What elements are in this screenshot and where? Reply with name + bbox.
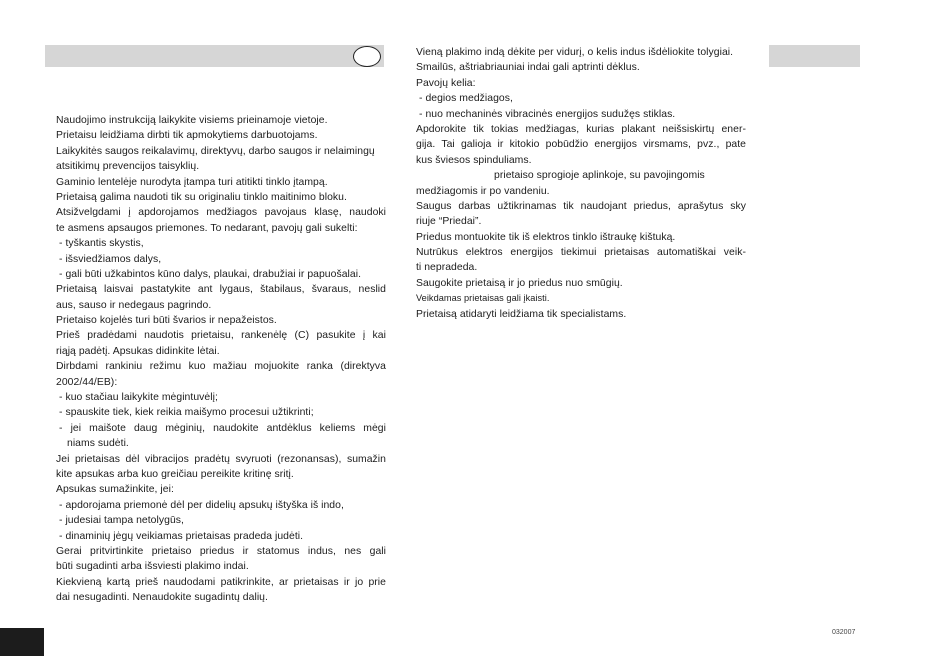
text-line: Priedus montuokite tik iš elektros tinklo ištraukę kištuką. bbox=[416, 231, 676, 243]
text-line: Atsižvelgdami į apdorojamos medžiagos pavojaus klasę, naudoki bbox=[56, 207, 386, 219]
text-line: ti nepradeda. bbox=[416, 262, 478, 274]
list-item-continuation: niams sudėti. bbox=[67, 438, 129, 450]
text-line: Smailūs, aštriabriauniai indai gali aptrinti dėklus. bbox=[416, 62, 640, 74]
text-line: Veikdamas prietaisas gali įkaisti. bbox=[416, 293, 550, 304]
list-item: - nuo mechaninės vibracinės energijos sudužęs stiklas. bbox=[419, 108, 676, 120]
list-item: - apdorojama priemonė dėl per didelių apsukų ištyška iš indo, bbox=[59, 499, 344, 511]
list-item: - jei maišote daug mėginių, naudokite antdėklus keliems mėgi bbox=[59, 422, 386, 434]
text-line: Prietaisą galima naudoti tik su originaliu tinklo maitinimo bloku. bbox=[56, 191, 347, 203]
right-text-column bbox=[416, 45, 746, 322]
text-line: kus šviesos spinduliams. bbox=[416, 154, 532, 166]
footer-page-marker bbox=[0, 628, 44, 656]
list-item: - gali būti užkabintos kūno dalys, plaukai, drabužiai ir papuošalai. bbox=[59, 268, 362, 280]
text-line: Prietaiso kojelės turi būti švarios ir nepažeistos. bbox=[56, 315, 277, 327]
text-line-content: prietaiso sprogioje aplinkoje, su pavojingomis bbox=[494, 170, 705, 182]
text-line: Prietaisą laisvai pastatykite ant lygaus, štabilaus, švaraus, neslid bbox=[56, 284, 386, 296]
text-line: Apdorokite tik tokias medžiagas, kurias plakant neišsiskirtų ener- bbox=[416, 123, 746, 135]
text-line: Gerai pritvirtinkite prietaiso priedus ir statomus indus, nes gali bbox=[56, 545, 386, 557]
list-item: - degios medžiagos, bbox=[419, 93, 513, 105]
left-text-column bbox=[56, 113, 386, 606]
list-item: - kuo stačiau laikykite mėgintuvėlį; bbox=[59, 392, 218, 404]
text-line: Saugus darbas užtikrinamas tik naudojant priedus, aprašytus sky bbox=[416, 200, 746, 212]
text-line: Vieną plakimo indą dėkite per vidurį, o kelis indus išdėliokite tolygiai. bbox=[416, 47, 734, 58]
text-line: dai nesugadinti. Nenaudokite sugadintų dalių. bbox=[56, 592, 268, 604]
text-line: 2002/44/EB): bbox=[56, 376, 118, 388]
text-line: Jei prietaisas dėl vibracijos pradėtų svyruoti (rezonansas), sumažin bbox=[56, 453, 386, 465]
text-line: medžiagomis ir po vandeniu. bbox=[416, 185, 550, 197]
text-line: riąją padėtį. Apsukas didinkite lėtai. bbox=[56, 345, 220, 357]
list-item: - judesiai tampa netolygūs, bbox=[59, 515, 184, 527]
page-code: 032007 bbox=[832, 629, 856, 636]
text-line: gija. Tai galioja ir kitokio pobūdžio energijos virsmams, pvz., pate bbox=[416, 139, 746, 151]
text-line: Prietaisu leidžiama dirbti tik apmokytiems darbuotojams. bbox=[56, 130, 318, 142]
list-item: - dinaminių jėgų veikiamas prietaisas pradeda judėti. bbox=[59, 530, 304, 542]
text-line: Pavojų kelia: bbox=[416, 77, 476, 89]
text-line: Prieš pradėdami naudotis prietaisu, rankenėlę (C) pasukite į kai bbox=[56, 330, 386, 342]
text-line: būti sugadinti arba išsviesti plakimo indai. bbox=[56, 561, 249, 573]
text-line: Apsukas sumažinkite, jei: bbox=[56, 484, 174, 496]
list-item: - išsviedžiamos dalys, bbox=[59, 253, 162, 265]
text-line: kite apsukas arba kuo greičiau pereikite kritinę sritį. bbox=[56, 468, 294, 480]
section-header-bar-right bbox=[769, 45, 860, 67]
text-line: Nutrūkus elektros energijos tiekimui prietaisas automatiškai veik- bbox=[416, 247, 746, 259]
list-item: - tyškantis skystis, bbox=[59, 238, 144, 250]
text-line: Prietaisą atidaryti leidžiama tik specialistams. bbox=[416, 308, 627, 320]
text-line: aus, sauso ir nedegaus pagrindo. bbox=[56, 299, 212, 311]
list-item: - spauskite tiek, kiek reikia maišymo procesui užtikrinti; bbox=[59, 407, 314, 419]
text-line: Gaminio lentelėje nurodyta įtampa turi atitikti tinklo įtampą. bbox=[56, 176, 328, 188]
text-line: atsitikimų prevencijos taisyklių. bbox=[56, 161, 200, 173]
text-line: Naudojimo instrukciją laikykite visiems prieinamoje vietoje. bbox=[56, 115, 328, 126]
section-header-bar-left bbox=[45, 45, 384, 67]
text-line-with-gap bbox=[416, 168, 746, 183]
text-line: Laikykitės saugos reikalavimų, direktyvų, darbo saugos ir nelaimingų bbox=[56, 145, 375, 157]
text-line: Dirbdami rankiniu režimu kuo mažiau mojuokite ranka (direktyva bbox=[56, 361, 386, 373]
text-line: te asmens apsaugos priemones. To nedarant, pavojų gali sukelti: bbox=[56, 222, 358, 234]
section-circle-badge bbox=[353, 46, 381, 67]
text-line: Kiekvieną kartą prieš naudodami patikrinkite, ar prietaisas ir jo prie bbox=[56, 576, 386, 588]
text-line: riuje “Priedai”. bbox=[416, 216, 482, 228]
text-line: Saugokite prietaisą ir jo priedus nuo smūgių. bbox=[416, 277, 623, 289]
